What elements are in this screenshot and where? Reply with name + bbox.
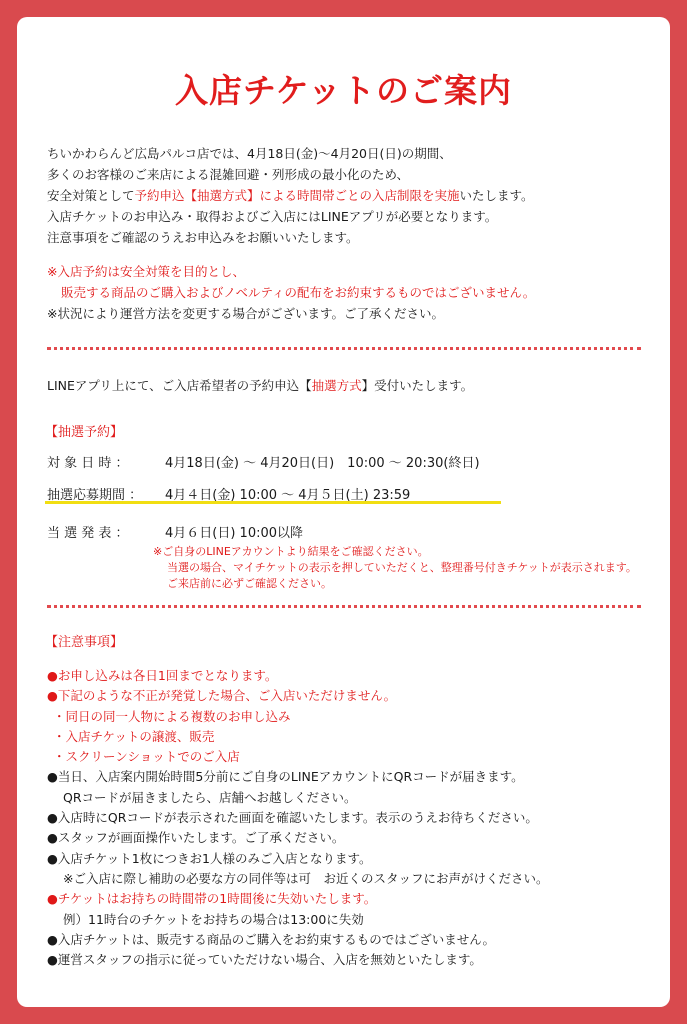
disclaimer-line: ※状況により運営方法を変更する場合がございます。ご了承ください。 xyxy=(47,306,444,321)
caution-subitem: 例）11時台のチケットをお持ちの場合は13:00に失効 xyxy=(63,911,364,927)
dotted-divider xyxy=(47,347,641,350)
target-date-value: 4月18日(金) ～ 4月20日(日) 10:00 ～ 20:30(終日) xyxy=(165,456,480,471)
disclaimer xyxy=(47,261,535,324)
line-app-text xyxy=(47,375,473,396)
disclaimer-line: 販売する商品のご購入およびノベルティの配布をお約束するものではございません。 xyxy=(61,285,536,300)
lottery-heading: 【抽選予約】 xyxy=(45,425,124,440)
intro-text xyxy=(47,143,534,248)
lottery-note: ※ご自身のLINEアカウントより結果をご確認ください。 xyxy=(153,545,429,558)
intro-line: ちいかわらんど広島パルコ店では、4月18日(金)～4月20日(日)の期間、 xyxy=(47,146,452,161)
caution-subitem: ※ご入店に際し補助の必要な方の同伴等は可 お近くのスタッフにお声がけください。 xyxy=(63,870,549,886)
entry-period-row xyxy=(47,484,410,503)
announce-row xyxy=(47,522,303,541)
caution-subitem: ・同日の同一人物による複数のお申し込み xyxy=(53,708,291,724)
caution-item: ●お申し込みは各日1回までとなります。 xyxy=(47,668,278,683)
disclaimer-line: ※入店予約は安全対策を目的とし、 xyxy=(47,264,245,279)
caution-item: ●入店チケットは、販売する商品のご購入をお約束するものではございません。 xyxy=(47,931,496,947)
intro-text-part: 安全対策として xyxy=(47,188,135,203)
lottery-note: ご来店前に必ずご確認ください。 xyxy=(167,577,332,590)
caution-item: ●入店チケット1枚につきお1人様のみご入店となります。 xyxy=(47,850,372,866)
intro-emphasis: 予約申込【抽選方式】による時間帯ごとの入店制限を実施 xyxy=(134,188,460,203)
caution-item: ●チケットはお持ちの時間帯の1時間後に失効いたします。 xyxy=(47,891,377,907)
dotted-divider xyxy=(47,605,641,608)
lottery-note: 当選の場合、マイチケットの表示を押していただくと、整理番号付きチケットが表示されます。 xyxy=(167,561,637,574)
entry-period-value: 4月４日(金) 10:00 ～ 4月５日(土) 23:59 xyxy=(165,488,411,503)
notice-card xyxy=(17,17,670,1007)
target-date-label: 対 象 日 時 ： xyxy=(47,456,129,471)
caution-item: ●下記のような不正が発覚した場合、ご入店いただけません。 xyxy=(47,688,397,704)
caution-item: ●入店時にQRコードが表示された画面を確認いたします。表示のうえお待ちください。 xyxy=(47,810,538,826)
cautions-list xyxy=(47,666,548,970)
cautions-heading: 【注意事項】 xyxy=(45,635,124,650)
announce-value: 4月６日(日) 10:00以降 xyxy=(165,526,304,541)
line-app-text-part: 】受付いたします。 xyxy=(361,378,474,393)
caution-item: ●運営スタッフの指示に従っていただけない場合、入店を無効といたします。 xyxy=(47,952,482,968)
target-date-row xyxy=(47,452,480,471)
caution-subitem: QRコードが届きましたら、店舗へお越しください。 xyxy=(63,789,357,805)
caution-item: ●当日、入店案内開始時間5分前にご自身のLINEアカウントにQRコードが届きます。 xyxy=(47,769,524,785)
line-app-emphasis: 抽選方式 xyxy=(311,378,362,393)
page-title: 入店チケットのご案内 xyxy=(174,71,513,110)
lottery-notes xyxy=(153,544,637,592)
intro-line xyxy=(47,185,534,206)
caution-item: ●スタッフが画面操作いたします。ご了承ください。 xyxy=(47,830,345,846)
intro-line: 多くのお客様のご来店による混雑回避・列形成の最小化のため、 xyxy=(47,167,410,182)
intro-line: 注意事項をご確認のうえお申込みをお願いいたします。 xyxy=(47,230,359,245)
caution-subitem: ・入店チケットの譲渡、販売 xyxy=(53,728,215,744)
line-app-text-part: LINEアプリ上にて、ご入店希望者の予約申込【 xyxy=(47,378,312,393)
intro-line: 入店チケットのお申込み・取得およびご入店にはLINEアプリが必要となります。 xyxy=(47,209,498,224)
intro-text-part: いたします。 xyxy=(459,188,534,203)
caution-subitem: ・スクリーンショットでのご入店 xyxy=(53,749,240,765)
announce-label: 当 選 発 表 ： xyxy=(47,526,129,541)
entry-period-label: 抽選応募期間 ： xyxy=(47,488,143,503)
